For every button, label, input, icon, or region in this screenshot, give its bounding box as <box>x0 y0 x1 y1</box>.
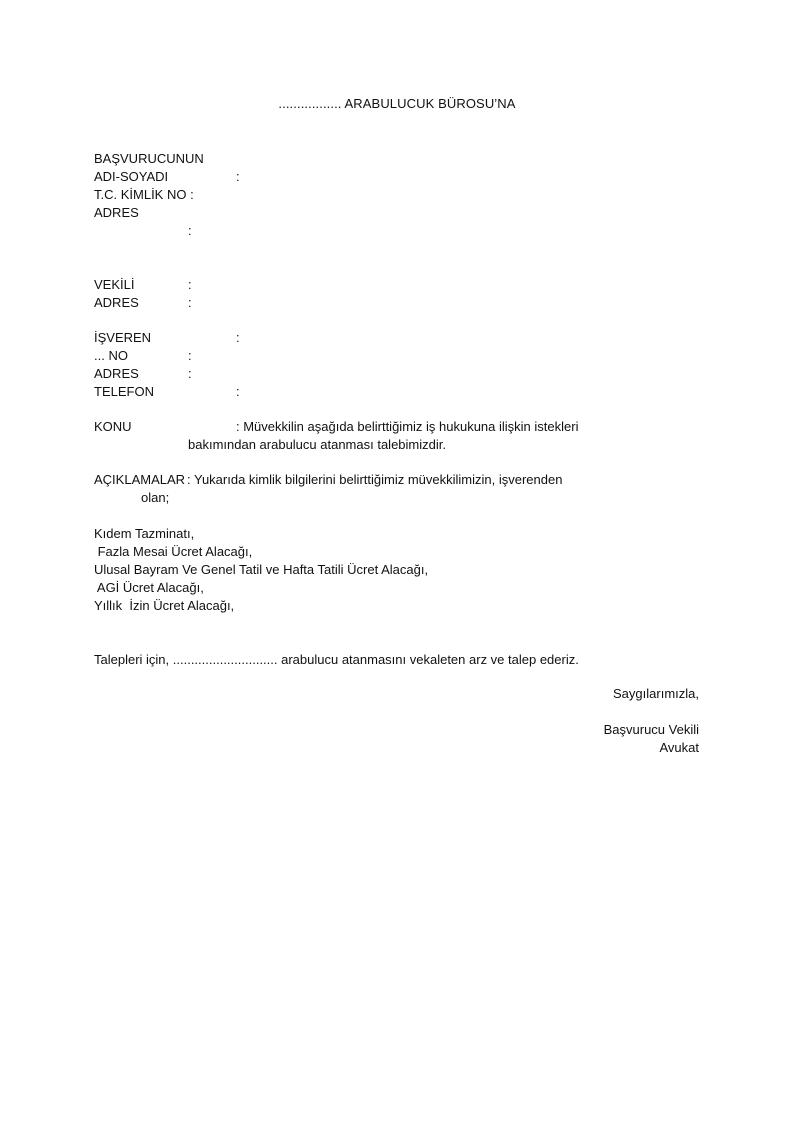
employer-phone-colon: : <box>236 384 240 399</box>
employer-address-colon: : <box>188 366 192 381</box>
subject-line-1: : Müvekkilin aşağıda belirttiğimiz iş hukukuna ilişkin istekleri <box>236 419 579 434</box>
applicant-address-label: ADRES <box>94 205 139 220</box>
claim-item: Yıllık İzin Ücret Alacağı, <box>94 598 235 613</box>
applicant-address-colon: : <box>188 223 192 238</box>
closing-greeting: Saygılarımızla, <box>613 686 699 701</box>
claim-item: Fazla Mesai Ücret Alacağı, <box>94 544 253 559</box>
employer-phone-label: TELEFON <box>94 384 154 399</box>
employer-address-label: ADRES <box>94 366 139 381</box>
employer-no-colon: : <box>188 348 192 363</box>
explanations-label: AÇIKLAMALAR <box>94 472 186 487</box>
explanations-line-2: olan; <box>141 490 170 505</box>
attorney-address-colon: : <box>188 295 192 310</box>
subject-label: KONU <box>94 419 132 434</box>
signature-role: Avukat <box>659 740 699 755</box>
document-title: ................. ARABULUCUK BÜROSU’NA <box>278 96 516 111</box>
request-sentence: Talepleri için, ............................. arabulucu atanmasını vekaleten arz ve talep ederiz. <box>94 652 579 667</box>
claim-item: Kıdem Tazminatı, <box>94 526 195 541</box>
employer-no-label: ... NO <box>94 348 128 363</box>
explanations-line-1: : Yukarıda kimlik bilgilerini belirttiğimiz müvekkilimizin, işverenden <box>187 472 563 487</box>
applicant-name-label: ADI-SOYADI <box>94 169 169 184</box>
applicant-name-colon: : <box>236 169 240 184</box>
signature-title: Başvurucu Vekili <box>603 722 699 737</box>
subject-line-2: bakımından arabulucu atanması talebimizdir. <box>188 437 446 452</box>
attorney-colon: : <box>188 277 192 292</box>
applicant-heading: BAŞVURUCUNUN <box>94 151 204 166</box>
claim-item: AGİ Ücret Alacağı, <box>94 580 204 595</box>
claim-item: Ulusal Bayram Ve Genel Tatil ve Hafta Tatili Ücret Alacağı, <box>94 562 429 577</box>
employer-label: İŞVEREN <box>94 330 152 345</box>
employer-colon: : <box>236 330 240 345</box>
applicant-tc-label: T.C. KİMLİK NO : <box>94 187 194 202</box>
attorney-label: VEKİLİ <box>94 277 135 292</box>
attorney-address-label: ADRES <box>94 295 139 310</box>
